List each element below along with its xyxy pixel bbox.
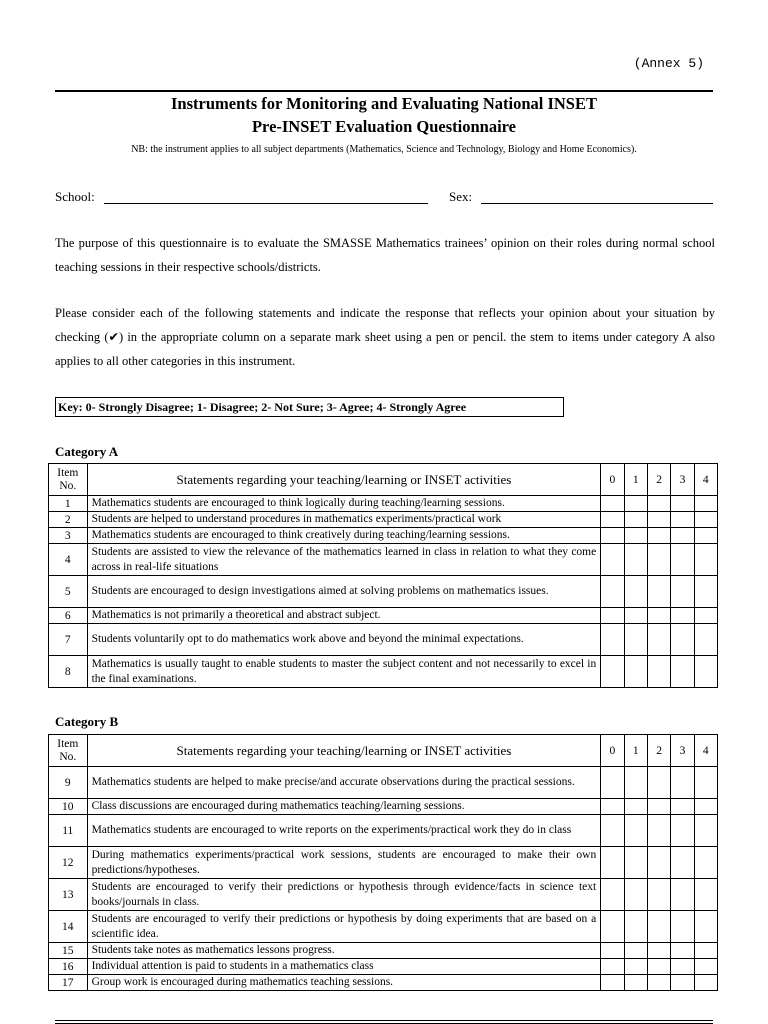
response-cell-3[interactable] [671,656,694,688]
response-cell-3[interactable] [671,767,694,799]
response-cell-1[interactable] [624,799,647,815]
response-cell-0[interactable] [601,799,624,815]
response-cell-4[interactable] [694,496,717,512]
response-cell-2[interactable] [647,528,670,544]
scale-header-4: 4 [694,464,717,496]
category-a-table [48,463,718,688]
response-cell-4[interactable] [694,767,717,799]
scale-header-2: 2 [647,735,670,767]
statement-text: Students are helped to understand procedures in mathematics experiments/practical work [87,512,601,528]
statement-text: Mathematics is usually taught to enable students to master the subject content and not necessarily to excel in the final examinations. [87,656,601,688]
response-cell-3[interactable] [671,576,694,608]
response-cell-1[interactable] [624,959,647,975]
response-cell-0[interactable] [601,576,624,608]
response-cell-3[interactable] [671,624,694,656]
item-number: 16 [49,959,88,975]
response-cell-3[interactable] [671,799,694,815]
header-rule [55,90,713,92]
response-cell-2[interactable] [647,911,670,943]
response-cell-1[interactable] [624,512,647,528]
response-cell-0[interactable] [601,528,624,544]
response-cell-2[interactable] [647,624,670,656]
response-cell-2[interactable] [647,544,670,576]
item-number: 10 [49,799,88,815]
item-number: 9 [49,767,88,799]
category-b-rows [49,767,718,991]
category-a-rows [49,496,718,688]
table-row [49,943,718,959]
statement-text: Students voluntarily opt to do mathematics work above and beyond the minimal expectations. [87,624,601,656]
statement-text: Mathematics students are helped to make precise/and accurate observations during the practical sessions. [87,767,601,799]
response-cell-4[interactable] [694,799,717,815]
response-cell-1[interactable] [624,496,647,512]
table-row [49,799,718,815]
item-number: 11 [49,815,88,847]
item-number: 17 [49,975,88,991]
statement-text: Class discussions are encouraged during mathematics teaching/learning sessions. [87,799,601,815]
purpose-paragraph: The purpose of this questionnaire is to evaluate the SMASSE Mathematics trainees’ opinion on their roles during normal school teaching sessions in their respective schools/districts. [55,236,715,274]
sex-field[interactable] [481,203,713,204]
response-cell-0[interactable] [601,959,624,975]
nb-note: NB: the instrument applies to all subject departments (Mathematics, Science and Technology, Biology and Home Economics). [131,144,637,155]
table-row [49,496,718,512]
response-cell-2[interactable] [647,799,670,815]
response-cell-2[interactable] [647,943,670,959]
response-cell-4[interactable] [694,656,717,688]
response-cell-1[interactable] [624,656,647,688]
response-cell-0[interactable] [601,911,624,943]
item-number: 4 [49,544,88,576]
response-cell-4[interactable] [694,576,717,608]
table-row [49,975,718,991]
response-cell-4[interactable] [694,544,717,576]
item-no-header: Item No. [49,464,88,496]
response-cell-4[interactable] [694,608,717,624]
item-number: 5 [49,576,88,608]
response-cell-4[interactable] [694,528,717,544]
scale-header-3: 3 [671,464,694,496]
response-cell-0[interactable] [601,943,624,959]
table-row [49,528,718,544]
scale-header-1: 1 [624,464,647,496]
response-cell-2[interactable] [647,576,670,608]
response-cell-0[interactable] [601,767,624,799]
response-cell-2[interactable] [647,767,670,799]
response-cell-1[interactable] [624,911,647,943]
statement-header: Statements regarding your teaching/learning or INSET activities [87,735,601,767]
scale-header-1: 1 [624,735,647,767]
response-cell-0[interactable] [601,544,624,576]
response-cell-1[interactable] [624,879,647,911]
response-key: Key: 0- Strongly Disagree; 1- Disagree; 2- Not Sure; 3- Agree; 4- Strongly Agree [55,397,564,417]
school-field[interactable] [104,203,428,204]
response-cell-3[interactable] [671,911,694,943]
response-cell-3[interactable] [671,608,694,624]
category-b-table [48,734,718,991]
table-row [49,624,718,656]
scale-header-0: 0 [601,735,624,767]
response-cell-4[interactable] [694,959,717,975]
school-label: School: [55,189,95,204]
document-subtitle: Pre-INSET Evaluation Questionnaire [251,117,517,136]
statement-text: During mathematics experiments/practical work sessions, students are encouraged to make their own predictions/hypotheses. [87,847,601,879]
table-row [49,879,718,911]
response-cell-4[interactable] [694,847,717,879]
item-number: 15 [49,943,88,959]
table-row [49,576,718,608]
response-cell-2[interactable] [647,847,670,879]
response-cell-3[interactable] [671,815,694,847]
response-cell-0[interactable] [601,847,624,879]
item-number: 2 [49,512,88,528]
table-row [49,911,718,943]
response-cell-0[interactable] [601,975,624,991]
table-header-row [49,464,718,496]
response-cell-4[interactable] [694,911,717,943]
response-cell-2[interactable] [647,879,670,911]
response-cell-1[interactable] [624,975,647,991]
response-cell-3[interactable] [671,879,694,911]
sex-label: Sex: [449,189,473,204]
statement-text: Students are encouraged to design investigations aimed at solving problems on mathematics issues. [87,576,601,608]
response-cell-3[interactable] [671,496,694,512]
statement-text: Students are encouraged to verify their predictions or hypothesis through evidence/facts in science text books/journals in class. [87,879,601,911]
document-title: Instruments for Monitoring and Evaluating National INSET [170,94,597,113]
response-cell-4[interactable] [694,879,717,911]
response-cell-3[interactable] [671,544,694,576]
response-cell-2[interactable] [647,608,670,624]
statement-text: Students are assisted to view the relevance of the mathematics learned in class in relation to what they come across in real-life situations [87,544,601,576]
response-cell-0[interactable] [601,656,624,688]
table-row [49,815,718,847]
response-cell-1[interactable] [624,608,647,624]
instructions-paragraph: Please consider each of the following statements and indicate the response that reflects your opinion about your situation by checking (✔) in the appropriate column on a separate mark sheet using a pen or pencil. the stem to items under category A also applies to all other categories in this instrument. [55,306,715,368]
response-cell-1[interactable] [624,767,647,799]
item-no-header: Item No. [49,735,88,767]
response-cell-2[interactable] [647,815,670,847]
response-cell-0[interactable] [601,815,624,847]
response-cell-0[interactable] [601,496,624,512]
table-row [49,767,718,799]
response-cell-3[interactable] [671,975,694,991]
response-cell-2[interactable] [647,959,670,975]
response-cell-1[interactable] [624,943,647,959]
response-cell-3[interactable] [671,512,694,528]
table-row [49,512,718,528]
response-cell-0[interactable] [601,624,624,656]
table-row [49,656,718,688]
item-number: 14 [49,911,88,943]
table-row [49,544,718,576]
scale-header-0: 0 [601,464,624,496]
response-cell-4[interactable] [694,512,717,528]
category-a-title: Category A [55,444,119,459]
item-number: 13 [49,879,88,911]
statement-text: Mathematics students are encouraged to think logically during teaching/learning sessions. [87,496,601,512]
statement-text: Mathematics students are encouraged to think creatively during teaching/learning sessions. [87,528,601,544]
table-header-row [49,735,718,767]
scale-header-4: 4 [694,735,717,767]
response-cell-1[interactable] [624,544,647,576]
item-number: 3 [49,528,88,544]
response-cell-1[interactable] [624,624,647,656]
response-cell-0[interactable] [601,608,624,624]
annex-label: (Annex 5) [633,56,704,71]
statement-text: Students are encouraged to verify their predictions or hypothesis by doing experiments that are based on a scientific idea. [87,911,601,943]
response-cell-1[interactable] [624,847,647,879]
response-cell-2[interactable] [647,656,670,688]
response-cell-1[interactable] [624,576,647,608]
statement-text: Mathematics students are encouraged to write reports on the experiments/practical work they do in class [87,815,601,847]
statement-text: Group work is encouraged during mathematics teaching sessions. [87,975,601,991]
scale-header-2: 2 [647,464,670,496]
item-number: 8 [49,656,88,688]
response-cell-4[interactable] [694,943,717,959]
item-number: 12 [49,847,88,879]
table-row [49,847,718,879]
response-cell-2[interactable] [647,496,670,512]
response-cell-3[interactable] [671,528,694,544]
response-cell-4[interactable] [694,624,717,656]
response-cell-1[interactable] [624,528,647,544]
table-row [49,608,718,624]
response-cell-2[interactable] [647,975,670,991]
response-cell-4[interactable] [694,975,717,991]
response-cell-3[interactable] [671,943,694,959]
item-number: 6 [49,608,88,624]
footer-rule [55,1020,713,1021]
response-cell-1[interactable] [624,815,647,847]
statement-header: Statements regarding your teaching/learning or INSET activities [87,464,601,496]
item-number: 1 [49,496,88,512]
statement-text: Mathematics is not primarily a theoretical and abstract subject. [87,608,601,624]
response-cell-2[interactable] [647,512,670,528]
item-number: 7 [49,624,88,656]
response-cell-0[interactable] [601,879,624,911]
table-row [49,959,718,975]
response-cell-4[interactable] [694,815,717,847]
statement-text: Students take notes as mathematics lessons progress. [87,943,601,959]
statement-text: Individual attention is paid to students in a mathematics class [87,959,601,975]
category-b-title: Category B [55,714,119,729]
response-cell-3[interactable] [671,847,694,879]
response-cell-3[interactable] [671,959,694,975]
response-cell-0[interactable] [601,512,624,528]
scale-header-3: 3 [671,735,694,767]
